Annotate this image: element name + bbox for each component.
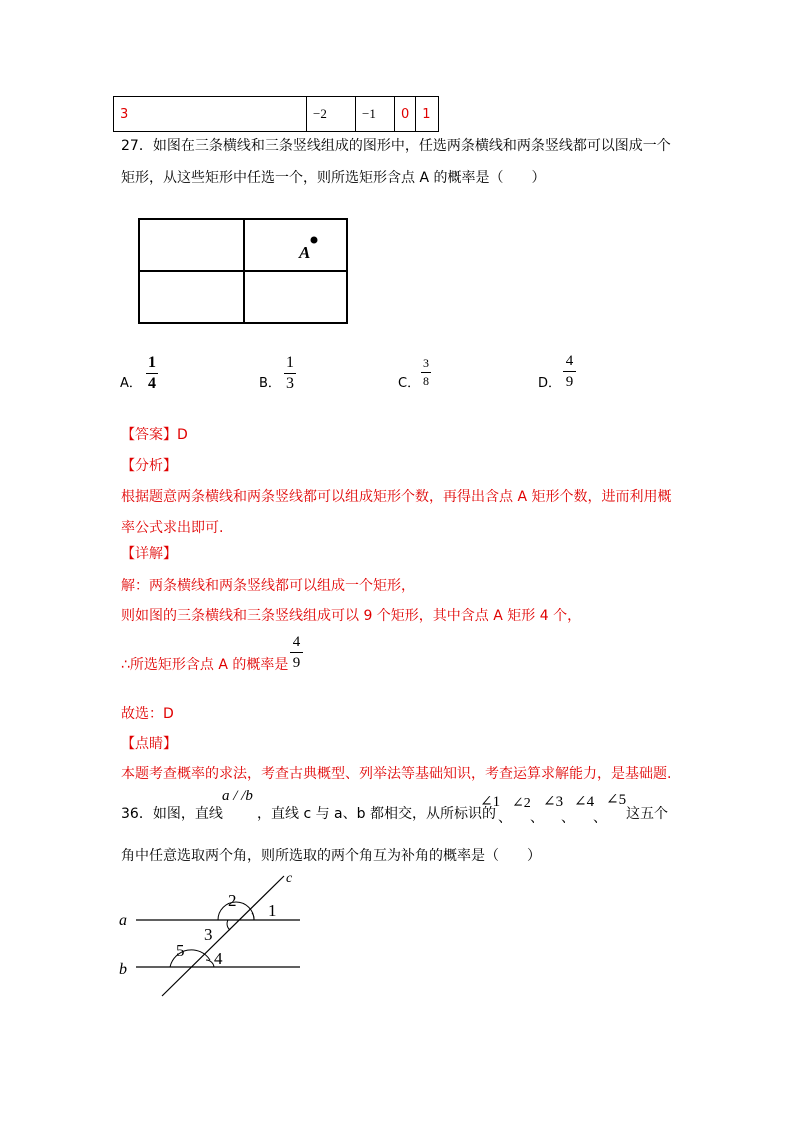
- detail-line2: 则如图的三条横线和三条竖线组成可以 9 个矩形，其中含点 A 矩形 4 个，: [121, 608, 582, 624]
- table-cell: 0: [395, 97, 416, 132]
- detail-fraction: 4 9: [290, 633, 303, 672]
- question-27-line1: 27．如图在三条横线和三条竖线组成的图形中，任选两条横线和两条竖线都可以图成一个: [121, 138, 671, 154]
- angle-label-4: 4: [214, 949, 223, 968]
- option-b: B．: [259, 376, 281, 391]
- value-table: [113, 96, 439, 132]
- angle-5: ∠5: [606, 792, 627, 808]
- line-c-label: c: [286, 871, 293, 886]
- separator: 、: [561, 810, 575, 826]
- choice-line: 故选：D: [121, 706, 174, 722]
- analysis-heading: 【分析】: [121, 458, 177, 474]
- separator: 、: [530, 810, 544, 826]
- point-a-label: A: [299, 243, 311, 262]
- question-36-mid: ，直线 c 与 a、b 都相交，从所标识的: [257, 806, 496, 822]
- separator: 、: [593, 810, 607, 826]
- angle-label-3: 3: [204, 925, 213, 944]
- question-36-line2: 角中任意选取两个角，则所选取的两个角互为补角的概率是（ ）: [121, 848, 541, 864]
- comment-heading: 【点睛】: [121, 736, 177, 752]
- table-cell: 1: [416, 97, 439, 132]
- angle-2: ∠2: [512, 796, 531, 811]
- table-cell: 3: [114, 97, 307, 132]
- option-d-fraction: 4 9: [563, 352, 576, 391]
- option-c-fraction: 3 8: [423, 356, 429, 388]
- angle-1: ∠1: [480, 794, 501, 810]
- point-a: [311, 237, 318, 244]
- grid-figure: [138, 218, 350, 326]
- angle-3: ∠3: [543, 794, 564, 810]
- analysis-line2: 率公式求出即可.: [121, 520, 224, 536]
- comment-line: 本题考查概率的求法，考查古典概型、列举法等基础知识，考查运算求解能力，是基础题.: [121, 766, 672, 782]
- angle-label-5: 5: [176, 941, 185, 960]
- option-a-fraction: 1 4: [148, 354, 156, 392]
- option-a: A．: [120, 376, 142, 391]
- angle-label-1: 1: [268, 901, 277, 920]
- option-b-fraction: 1 3: [286, 354, 294, 392]
- line-b-label: b: [119, 961, 127, 978]
- question-36-pre: 36．如图，直线: [121, 806, 223, 822]
- table-cell: −1: [356, 97, 395, 132]
- analysis-line1: 根据题意两条横线和两条竖线都可以组成矩形个数，再得出含点 A 矩形个数，进而利用概: [121, 489, 672, 505]
- separator: 、: [498, 810, 512, 826]
- parallel-notation: a / /b: [222, 788, 253, 804]
- question-27-line2: 矩形，从这些矩形中任选一个，则所选矩形含点 A 的概率是（ ）: [121, 170, 546, 186]
- question-36-post: 这五个: [626, 806, 668, 822]
- option-c: C．: [398, 376, 421, 391]
- detail-heading: 【详解】: [121, 546, 177, 562]
- parallel-lines-figure: [118, 868, 318, 1000]
- line-a-label: a: [119, 912, 127, 929]
- answer-line: 【答案】D: [121, 427, 188, 443]
- table-cell: −2: [307, 97, 356, 132]
- angle-4: ∠4: [574, 794, 595, 810]
- option-d: D．: [538, 376, 562, 391]
- detail-line3: ∴所选矩形含点 A 的概率是: [121, 657, 289, 673]
- angle-label-2: 2: [228, 891, 237, 910]
- detail-line1: 解：两条横线和两条竖线都可以组成一个矩形，: [121, 578, 415, 594]
